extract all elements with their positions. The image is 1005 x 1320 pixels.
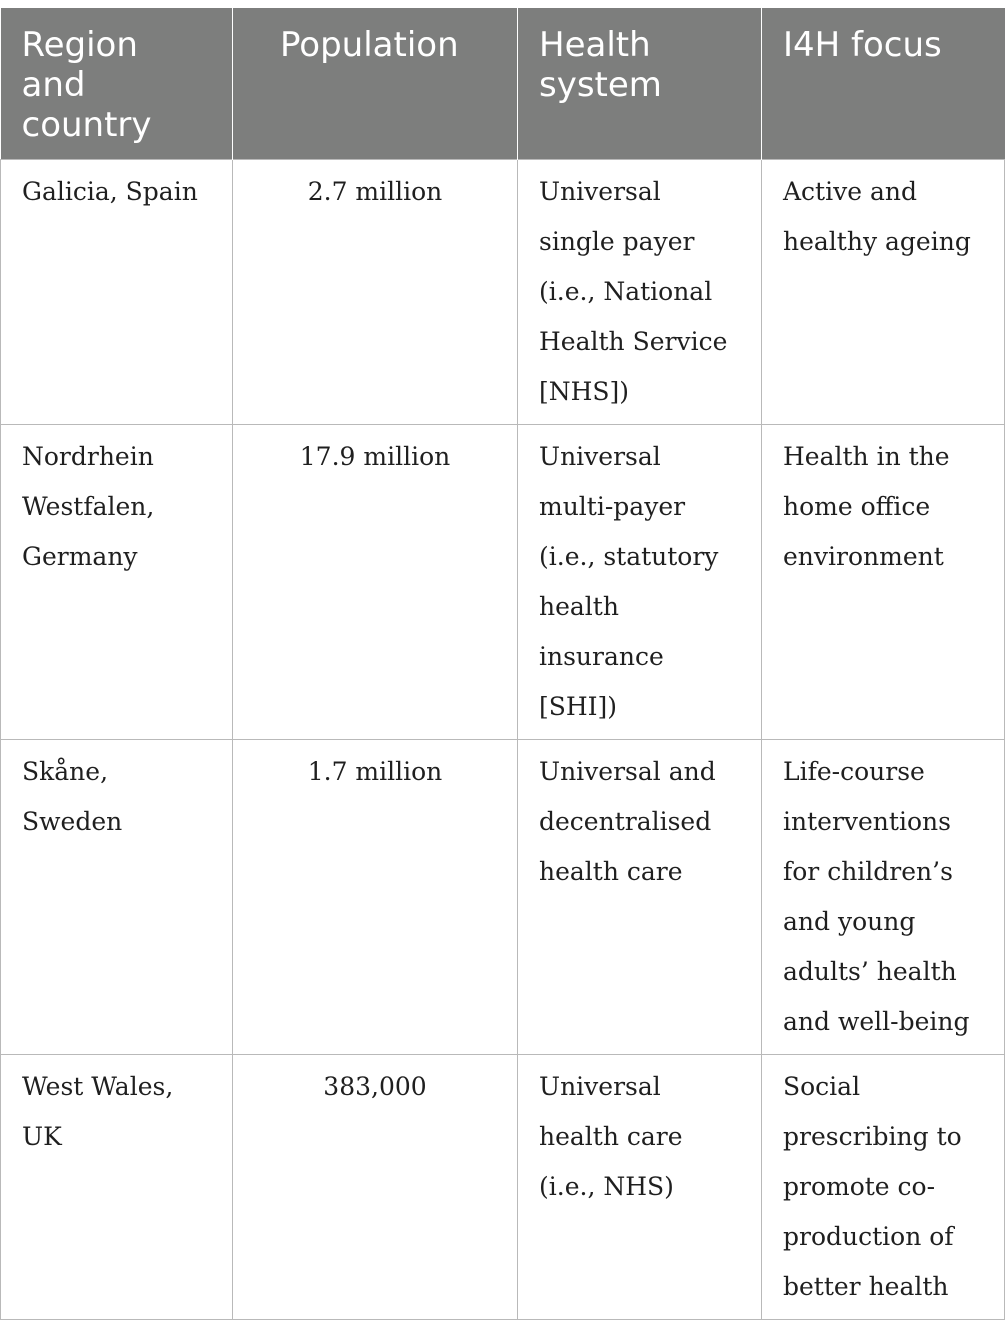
cell-health-system: Universal multi-payer (i.e., statutory health insurance [SHI]) — [518, 425, 762, 740]
table-row — [1, 160, 1005, 425]
cell-i4h-focus: Active and healthy ageing — [762, 160, 1005, 425]
cell-region: Skåne, Sweden — [1, 740, 233, 1055]
header-population: Population — [233, 8, 518, 160]
cell-health-system: Universal and decentralised health care — [518, 740, 762, 1055]
cell-population: 383,000 — [233, 1055, 518, 1320]
header-region: Region and country — [1, 8, 233, 160]
cell-i4h-focus: Health in the home office environment — [762, 425, 1005, 740]
table-row — [1, 740, 1005, 1055]
regions-table — [0, 8, 1005, 1320]
cell-population: 17.9 million — [233, 425, 518, 740]
cell-region: Nordrhein Westfalen, Germany — [1, 425, 233, 740]
cell-region: Galicia, Spain — [1, 160, 233, 425]
table-row — [1, 1055, 1005, 1320]
header-row — [1, 8, 1005, 160]
cell-region: West Wales, UK — [1, 1055, 233, 1320]
header-health-system: Health system — [518, 8, 762, 160]
cell-i4h-focus: Social prescribing to promote co-production of better health — [762, 1055, 1005, 1320]
cell-population: 2.7 million — [233, 160, 518, 425]
cell-health-system: Universal health care (i.e., NHS) — [518, 1055, 762, 1320]
cell-population: 1.7 million — [233, 740, 518, 1055]
cell-health-system: Universal single payer (i.e., National Health Service [NHS]) — [518, 160, 762, 425]
cell-i4h-focus: Life-course interventions for children’s and young adults’ health and well-being — [762, 740, 1005, 1055]
table-row — [1, 425, 1005, 740]
header-i4h-focus: I4H focus — [762, 8, 1005, 160]
